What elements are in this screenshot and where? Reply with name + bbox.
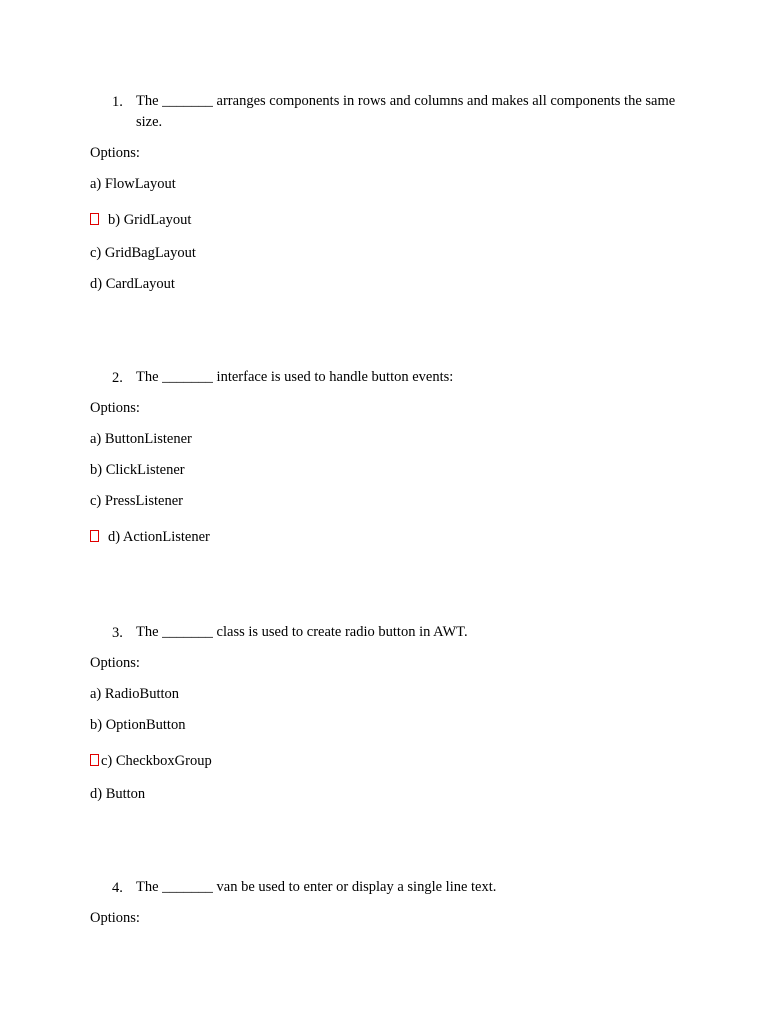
answer-checkbox-icon [90,754,99,766]
question-4-text: The _______ van be used to enter or display a single line text. [136,879,497,895]
question-3-option-c [90,753,212,770]
question-1-option-c [90,245,196,262]
option-text: b) OptionButton [90,717,186,733]
option-text: c) CheckboxGroup [101,753,212,769]
question-3-option-b [90,717,185,734]
question-2-number: 2. [112,370,123,386]
option-text: d) ActionListener [108,529,210,545]
question-1-option-a [90,176,176,193]
question-4-options-label: Options: [90,910,140,926]
option-text: b) GridLayout [108,212,192,228]
question-1-option-b [90,212,191,229]
question-1-options-label: Options: [90,145,140,161]
option-text: d) CardLayout [90,276,175,292]
option-text: c) GridBagLayout [90,245,196,261]
question-2-option-b [90,462,185,479]
option-text: b) ClickListener [90,462,185,478]
answer-checkbox-icon [90,213,99,225]
question-2-option-d [90,529,210,546]
question-3-text: The _______ class is used to create radio button in AWT. [136,624,468,640]
option-text: a) RadioButton [90,686,180,702]
question-3-option-d [90,786,145,803]
question-1-text: The _______ arranges components in rows and columns and makes all components the same size. [136,93,676,130]
option-text: c) PressListener [90,493,184,509]
option-text: a) FlowLayout [90,176,176,192]
question-1-number: 1. [112,94,123,110]
question-2-text: The _______ interface is used to handle button events: [136,369,454,385]
question-2-option-a [90,431,192,448]
question-2-options-label: Options: [90,400,140,416]
question-3-options-label: Options: [90,655,140,671]
answer-checkbox-icon [90,530,99,542]
question-3-option-a [90,686,179,703]
option-text: d) Button [90,786,146,802]
question-2-option-c [90,493,183,510]
question-4-number: 4. [112,880,123,896]
question-3-number: 3. [112,625,123,641]
question-1-option-d [90,276,175,293]
option-text: a) ButtonListener [90,431,192,447]
